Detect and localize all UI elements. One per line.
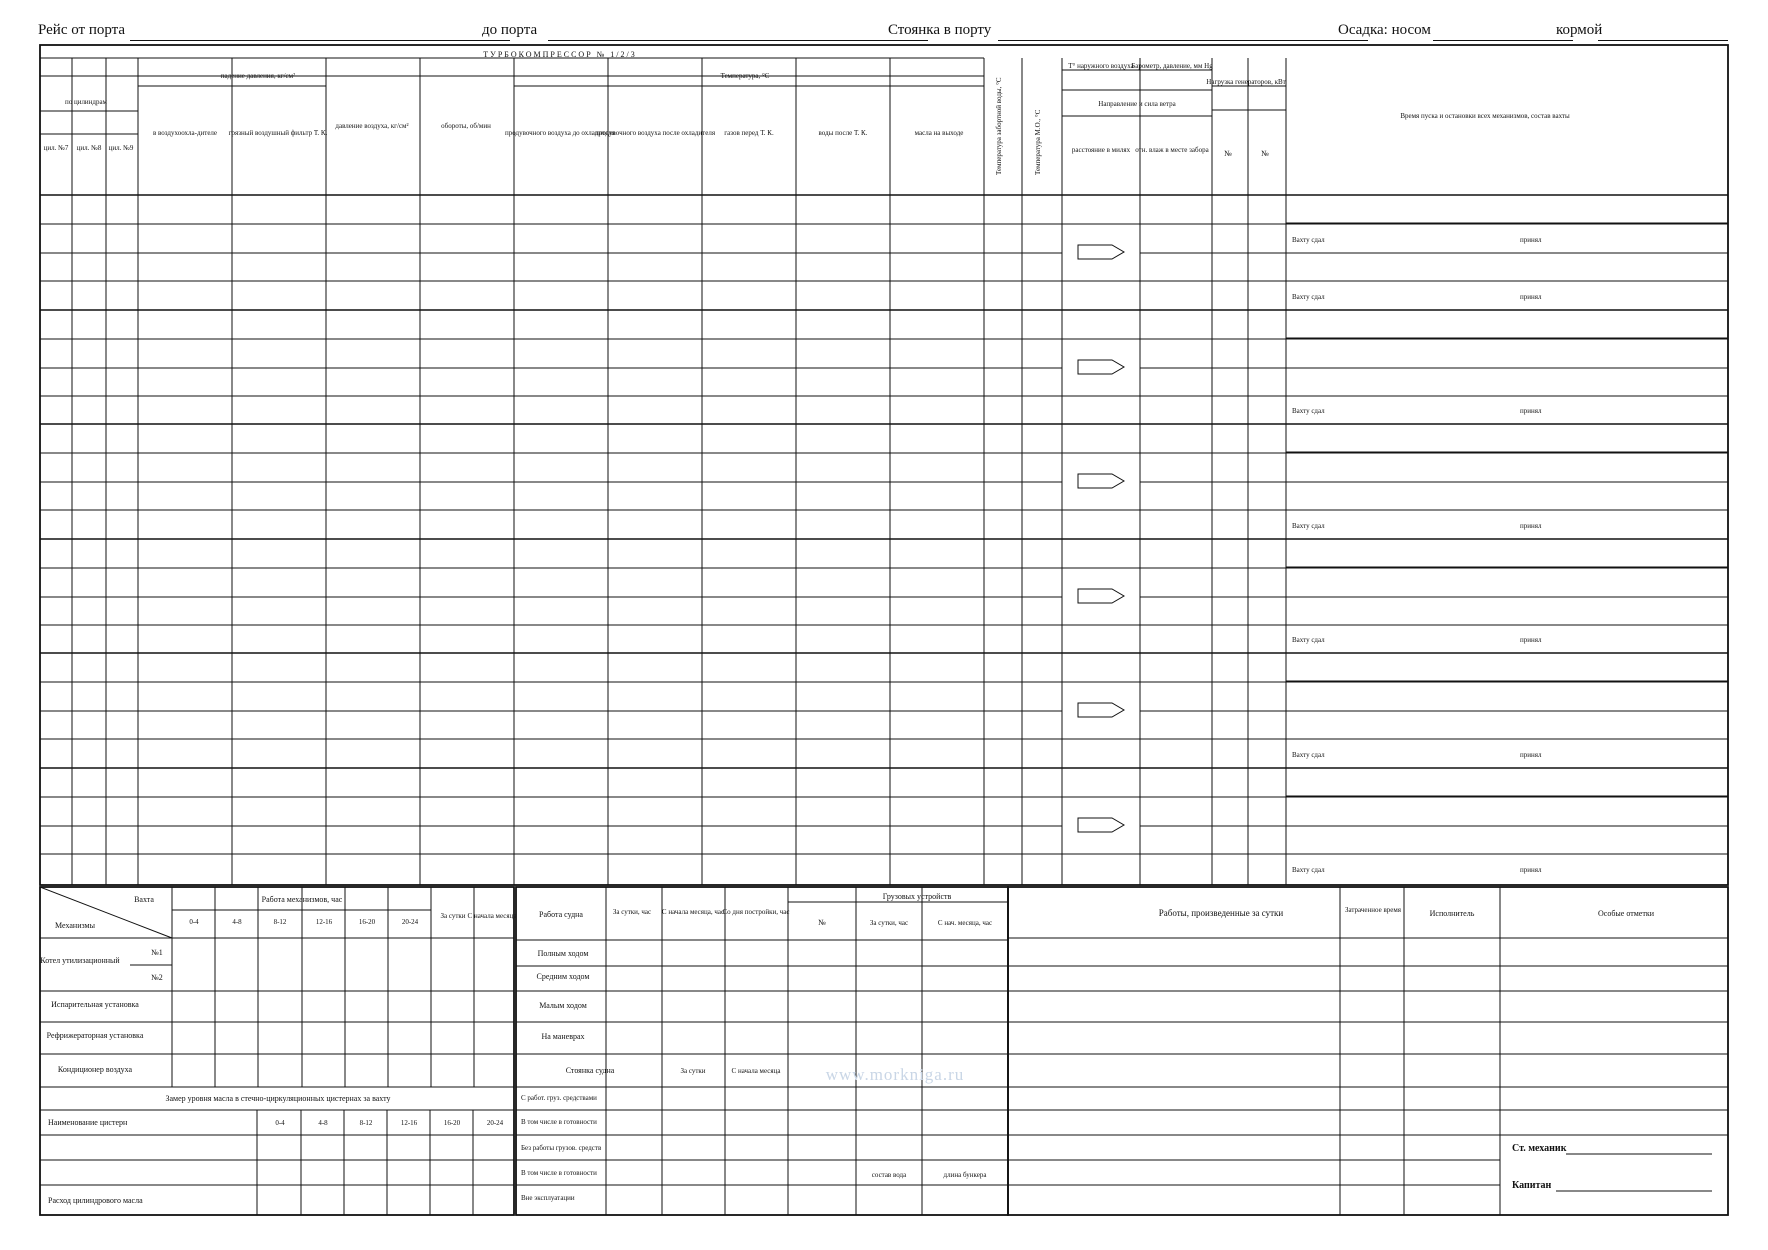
tank-name-label: Наименование цистерн xyxy=(48,1118,128,1127)
cargo-since-month-label: С нач. месяца, час xyxy=(937,919,993,927)
out-service-label: Вне эксплуатации xyxy=(521,1194,575,1202)
tank-period-4-8: 4-8 xyxy=(318,1119,328,1127)
generator-no1-label: № xyxy=(1224,149,1232,158)
ship-work-label: Работа судна xyxy=(539,910,583,919)
executor-label: Исполнитель xyxy=(1429,909,1475,918)
tank-period-0-4: 0-4 xyxy=(275,1119,285,1127)
watch-labels xyxy=(1292,236,1542,874)
outside-air-label: Т° наружного воздуха xyxy=(1068,62,1134,70)
watch-accepted-label: принял xyxy=(1520,293,1542,301)
watch-accepted-label: принял xyxy=(1520,866,1542,874)
wind-direction-arrow-icon xyxy=(1078,245,1124,259)
tank-period-16-20: 16-20 xyxy=(443,1119,461,1127)
oil-tk-label: масла на выходе xyxy=(914,129,964,137)
generator-load-label: Нагрузка генераторов, кВт xyxy=(1206,78,1286,86)
watch-accepted-label: принял xyxy=(1520,522,1542,530)
full-speed-label: Полным ходом xyxy=(537,949,589,958)
temperature-group-label: Температура, °С xyxy=(720,72,770,80)
cargo-devices-label: Грузовых устройств xyxy=(882,892,952,901)
table-border xyxy=(516,887,1008,1215)
anchored-per-day-label: За сутки xyxy=(680,1067,706,1075)
engine-room-temp-label: Температура М.О., °С xyxy=(1034,109,1042,175)
table-border xyxy=(1008,887,1728,1215)
in-air-cooler-label: в воздухоохла-дителе xyxy=(152,129,218,137)
since-month-label: С начала месяца xyxy=(467,912,517,920)
draft-bow-label: Осадка: носом xyxy=(1338,22,1431,38)
watch-handed-label: Вахту сдал xyxy=(1292,407,1325,415)
cylinder-7-label: цил. №7 xyxy=(43,144,69,152)
generator-no2-label: № xyxy=(1261,149,1269,158)
period-20-24: 20-24 xyxy=(401,918,419,926)
charge-air-before-label: продувочного воздуха до охладителя xyxy=(504,129,616,137)
boiler-no2-label: №2 xyxy=(151,973,163,982)
wind-direction-arrow-icon xyxy=(1078,703,1124,717)
sea-water-temp-label: Температура забортной воды, °С xyxy=(995,77,1003,175)
ship-per-day-label: За сутки, час xyxy=(612,908,652,916)
cargo-per-day-label: За сутки, час xyxy=(869,919,909,927)
period-4-8: 4-8 xyxy=(232,918,242,926)
works-done-header: Работы, произведенные за сутки xyxy=(1158,908,1284,918)
incl-ready2-label: В том числе в готовности xyxy=(521,1169,597,1177)
table-border xyxy=(40,45,1728,885)
without-cargo-label: Без работы грузов. средств xyxy=(521,1144,602,1152)
cargo-no-label: № xyxy=(818,918,826,927)
gas-tk-label: газов перед Т. К. xyxy=(724,129,774,137)
remarks-header: Время пуска и остановки всех механизмов, состав вахты xyxy=(1400,112,1570,120)
dirt-filter-label: грязный воздушный фильтр Т. К. xyxy=(228,129,328,137)
ship-since-build-label: Со дня постройки, час xyxy=(722,908,790,916)
captain-label: Капитан xyxy=(1512,1180,1552,1191)
watch-handed-label: Вахту сдал xyxy=(1292,293,1325,301)
exhaust-cylinders-label: по цилиндрам xyxy=(64,98,108,106)
slow-speed-label: Малым ходом xyxy=(539,1001,587,1010)
air-conditioner-label: Кондиционер воздуха xyxy=(57,1065,133,1074)
air-pressure-label: давление воздуха, кг/см² xyxy=(335,122,409,130)
watch-accepted-label: принял xyxy=(1520,236,1542,244)
distance-label: расстояние в милях xyxy=(1071,146,1131,154)
incl-ready-label: В том числе в готовности xyxy=(521,1118,597,1126)
wind-direction-arrow-icon xyxy=(1078,474,1124,488)
watch-handed-label: Вахту сдал xyxy=(1292,751,1325,759)
wind-direction-label: Направление и сила ветра xyxy=(1098,100,1176,108)
maneuver-label: На маневрах xyxy=(541,1032,585,1041)
mid-speed-label: Средним ходом xyxy=(536,972,590,981)
to-port-label: до порта xyxy=(482,22,538,38)
baro-label: Барометр, давление, мм Hg xyxy=(1131,62,1213,70)
table-border xyxy=(40,887,514,1215)
stay-port-label: Стоянка в порту xyxy=(888,22,992,38)
wind-direction-arrow-icon xyxy=(1078,589,1124,603)
evaporator-label: Испарительная установка xyxy=(51,1000,139,1009)
watch-handed-label: Вахту сдал xyxy=(1292,636,1325,644)
period-0-4: 0-4 xyxy=(189,918,199,926)
period-16-20: 16-20 xyxy=(358,918,376,926)
bunker-label: длина бункера xyxy=(943,1171,987,1179)
cylinder-9-label: цил. №9 xyxy=(108,144,134,152)
mechanisms-label: Механизмы xyxy=(55,921,95,930)
chief-engineer-label: Ст. механик xyxy=(1512,1143,1567,1154)
watch-accepted-label: принял xyxy=(1520,636,1542,644)
wind-direction-arrow-icon xyxy=(1078,818,1124,832)
water-stock-label: состав вода xyxy=(871,1171,907,1179)
rpm-label: обороты, об/мин xyxy=(441,122,491,130)
watch-accepted-label: принял xyxy=(1520,751,1542,759)
watermark: www.morkniga.ru xyxy=(825,1065,965,1084)
work-hours-label: Работа механизмов, час xyxy=(261,895,343,904)
watch-accepted-label: принял xyxy=(1520,407,1542,415)
tank-period-8-12: 8-12 xyxy=(359,1119,373,1127)
notes-label: Особые отметки xyxy=(1598,909,1654,918)
time-spent-label: Затраченное время xyxy=(1344,906,1402,914)
watch-handed-label: Вахту сдал xyxy=(1292,236,1325,244)
ship-since-month-label: С начала месяца, час xyxy=(661,908,725,916)
cylinder-8-label: цил. №8 xyxy=(76,144,102,152)
turbo-title: ТУРБОКОМПРЕССОР № 1/2/3 xyxy=(483,50,637,59)
charge-air-after-label: продувочного воздуха после охладителя xyxy=(594,129,716,137)
boiler-label: Котел утилизационный xyxy=(40,956,120,965)
tank-period-12-16: 12-16 xyxy=(400,1119,418,1127)
pressure-group-label: падение давления, кг/см² xyxy=(220,72,296,80)
watch-handed-label: Вахту сдал xyxy=(1292,522,1325,530)
voyage-from-label: Рейс от порта xyxy=(38,22,126,38)
water-tk-label: воды после Т. К. xyxy=(818,129,868,137)
wind-direction-arrow-icon xyxy=(1078,360,1124,374)
boiler-no1-label: №1 xyxy=(151,948,163,957)
anchored-since-label: С начала месяца xyxy=(731,1067,781,1075)
tank-period-20-24: 20-24 xyxy=(486,1119,504,1127)
refrigerator-label: Рефрижераторная установка xyxy=(46,1031,144,1040)
form-grid xyxy=(40,45,1728,1215)
with-cargo-label: С работ. груз. средствами xyxy=(521,1094,597,1102)
oil-level-label: Замер уровня масла в стечно-циркуляционных цистернах за вахту xyxy=(165,1094,391,1103)
watch-column-label: Вахта xyxy=(134,895,154,904)
humidity-label: отн. влаж в месте забора xyxy=(1135,146,1209,154)
period-8-12: 8-12 xyxy=(273,918,287,926)
anchored-label: Стоянка судна xyxy=(565,1066,615,1075)
cylinder-oil-label: Расход цилиндрового масла xyxy=(48,1196,143,1205)
draft-stern-label: кормой xyxy=(1556,22,1603,38)
period-12-16: 12-16 xyxy=(315,918,333,926)
watch-handed-label: Вахту сдал xyxy=(1292,866,1325,874)
per-day-label: За сутки xyxy=(440,912,466,920)
